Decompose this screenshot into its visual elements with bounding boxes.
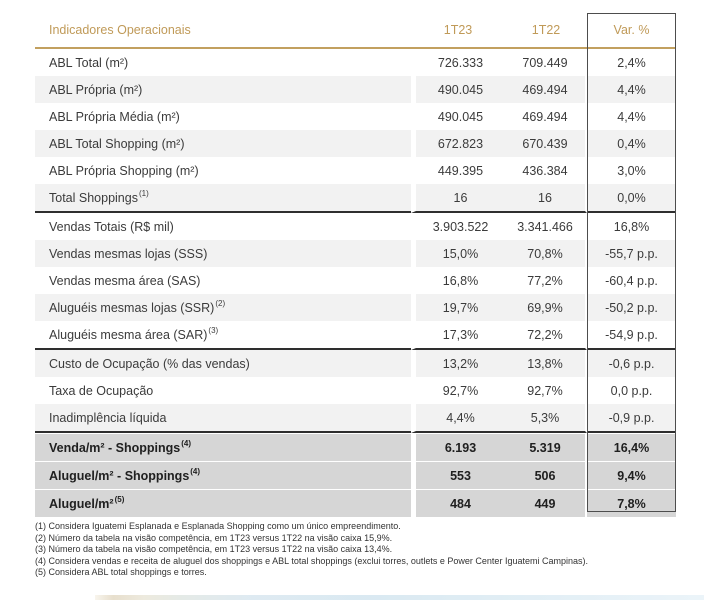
value-var: 0,4% — [587, 130, 676, 157]
value-1t23: 19,7% — [411, 294, 505, 321]
row-label-cell — [35, 404, 411, 433]
value-1t23: 6.193 — [411, 433, 505, 461]
value-1t23: 3.903.522 — [411, 213, 505, 240]
row-label: Taxa de Ocupação — [49, 383, 154, 398]
value-1t22: 92,7% — [505, 377, 587, 404]
footnote-line: (3) Número da tabela na visão competência, em 1T23 versus 1T22 na visão caixa 13,4%. — [35, 544, 393, 555]
row-label-cell — [35, 433, 411, 461]
value-1t23: 92,7% — [411, 377, 505, 404]
value-1t22: 77,2% — [505, 267, 587, 294]
value-1t22: 5.319 — [505, 433, 587, 461]
value-1t22: 709.449 — [505, 49, 587, 76]
row-label-cell — [35, 157, 411, 184]
table-row — [35, 49, 676, 76]
value-var: -54,9 p.p. — [587, 321, 676, 350]
value-1t22: 469.494 — [505, 103, 587, 130]
value-var: 16,4% — [587, 433, 676, 461]
table-row — [35, 489, 676, 517]
value-1t23: 15,0% — [411, 240, 505, 267]
table-row — [35, 130, 676, 157]
row-label-cell — [35, 489, 411, 517]
row-label: Venda/m² - Shoppings — [49, 440, 181, 455]
table-row — [35, 433, 676, 461]
value-var: 9,4% — [587, 461, 676, 489]
table-row — [35, 350, 676, 377]
row-label-cell — [35, 350, 411, 377]
value-1t23: 726.333 — [411, 49, 505, 76]
value-var: 0,0 p.p. — [587, 377, 676, 404]
row-label: ABL Total (m²) — [49, 55, 129, 70]
operational-indicators-table — [35, 13, 676, 517]
value-1t22: 5,3% — [505, 404, 587, 433]
value-var: -60,4 p.p. — [587, 267, 676, 294]
row-label-cell — [35, 76, 411, 103]
row-label: Custo de Ocupação (% das vendas) — [49, 356, 250, 371]
value-var: 0,0% — [587, 184, 676, 213]
row-label: ABL Própria Média (m²) — [49, 109, 180, 124]
value-var: 16,8% — [587, 213, 676, 240]
row-label: Aluguel/m² — [49, 496, 114, 511]
footnote-ref: (5) — [114, 495, 125, 505]
value-1t23: 553 — [411, 461, 505, 489]
footnote-line: (4) Considera vendas e receita de aluguel dos shoppings e ABL total shoppings (exclui torres, outlets e Power Center Iguatemi Campinas). — [35, 555, 588, 566]
value-1t22: 72,2% — [505, 321, 587, 350]
table-row — [35, 103, 676, 130]
cropped-image-strip — [95, 595, 704, 600]
row-label: ABL Total Shopping (m²) — [49, 136, 185, 151]
row-label-cell — [35, 130, 411, 157]
column-header-var: Var. % — [587, 13, 676, 49]
value-var: 7,8% — [587, 489, 676, 517]
value-1t23: 484 — [411, 489, 505, 517]
column-header-1t22: 1T22 — [505, 13, 587, 49]
table-row — [35, 240, 676, 267]
value-1t22: 13,8% — [505, 350, 587, 377]
row-label-cell — [35, 294, 411, 321]
value-1t22: 506 — [505, 461, 587, 489]
row-label: ABL Própria (m²) — [49, 82, 143, 97]
footnote-ref: (3) — [208, 326, 219, 336]
footnote-line: (5) Considera ABL total shoppings e torres. — [35, 567, 207, 578]
value-var: -0,9 p.p. — [587, 404, 676, 433]
value-1t22: 16 — [505, 184, 587, 213]
row-label-cell — [35, 321, 411, 350]
table-row — [35, 404, 676, 433]
row-label-cell — [35, 213, 411, 240]
value-1t22: 69,9% — [505, 294, 587, 321]
footnote-line: (1) Considera Iguatemi Esplanada e Esplanada Shopping como um único empreendimento. — [35, 521, 401, 531]
value-1t23: 13,2% — [411, 350, 505, 377]
row-label: Inadimplência líquida — [49, 410, 167, 425]
row-label: Vendas mesmas lojas (SSS) — [49, 246, 208, 261]
row-label: Total Shoppings — [49, 190, 138, 205]
value-1t22: 670.439 — [505, 130, 587, 157]
value-1t23: 672.823 — [411, 130, 505, 157]
row-label: ABL Própria Shopping (m²) — [49, 163, 199, 178]
row-label: Aluguéis mesmas lojas (SSR) — [49, 300, 215, 315]
table-row — [35, 184, 676, 213]
row-label: Aluguel/m² - Shoppings — [49, 468, 190, 483]
row-label-cell — [35, 184, 411, 213]
value-var: 3,0% — [587, 157, 676, 184]
value-1t22: 3.341.466 — [505, 213, 587, 240]
indicators-table — [35, 13, 676, 517]
value-var: 4,4% — [587, 76, 676, 103]
value-1t23: 490.045 — [411, 76, 505, 103]
row-label: Aluguéis mesma área (SAR) — [49, 327, 208, 342]
footnotes — [35, 521, 675, 579]
value-var: -50,2 p.p. — [587, 294, 676, 321]
row-label-cell — [35, 103, 411, 130]
table-row — [35, 321, 676, 350]
table-row — [35, 377, 676, 404]
table-row — [35, 267, 676, 294]
footnote-ref: (4) — [190, 467, 201, 477]
row-label-cell — [35, 461, 411, 489]
row-label: Vendas mesma área (SAS) — [49, 273, 201, 288]
table-title: Indicadores Operacionais — [35, 13, 411, 49]
table-header-row — [35, 13, 676, 49]
value-1t22: 469.494 — [505, 76, 587, 103]
row-label: Vendas Totais (R$ mil) — [49, 219, 174, 234]
row-label-cell — [35, 377, 411, 404]
value-var: 2,4% — [587, 49, 676, 76]
value-var: -0,6 p.p. — [587, 350, 676, 377]
row-label-cell — [35, 240, 411, 267]
value-1t23: 4,4% — [411, 404, 505, 433]
table-row — [35, 461, 676, 489]
value-1t22: 436.384 — [505, 157, 587, 184]
footnote-ref: (2) — [215, 299, 226, 309]
table-row — [35, 213, 676, 240]
column-header-1t23: 1T23 — [411, 13, 505, 49]
footnote-line: (2) Número da tabela na visão competência, em 1T23 versus 1T22 na visão caixa 15,9%. — [35, 532, 393, 543]
table-row — [35, 157, 676, 184]
row-label-cell — [35, 49, 411, 76]
table-row — [35, 294, 676, 321]
value-1t22: 449 — [505, 489, 587, 517]
row-label-cell — [35, 267, 411, 294]
footnote-ref: (1) — [138, 189, 149, 199]
footnote-ref: (4) — [181, 439, 192, 449]
value-1t23: 16,8% — [411, 267, 505, 294]
value-var: -55,7 p.p. — [587, 240, 676, 267]
table-row — [35, 76, 676, 103]
value-1t23: 16 — [411, 184, 505, 213]
value-1t22: 70,8% — [505, 240, 587, 267]
value-1t23: 449.395 — [411, 157, 505, 184]
value-1t23: 17,3% — [411, 321, 505, 350]
value-1t23: 490.045 — [411, 103, 505, 130]
value-var: 4,4% — [587, 103, 676, 130]
